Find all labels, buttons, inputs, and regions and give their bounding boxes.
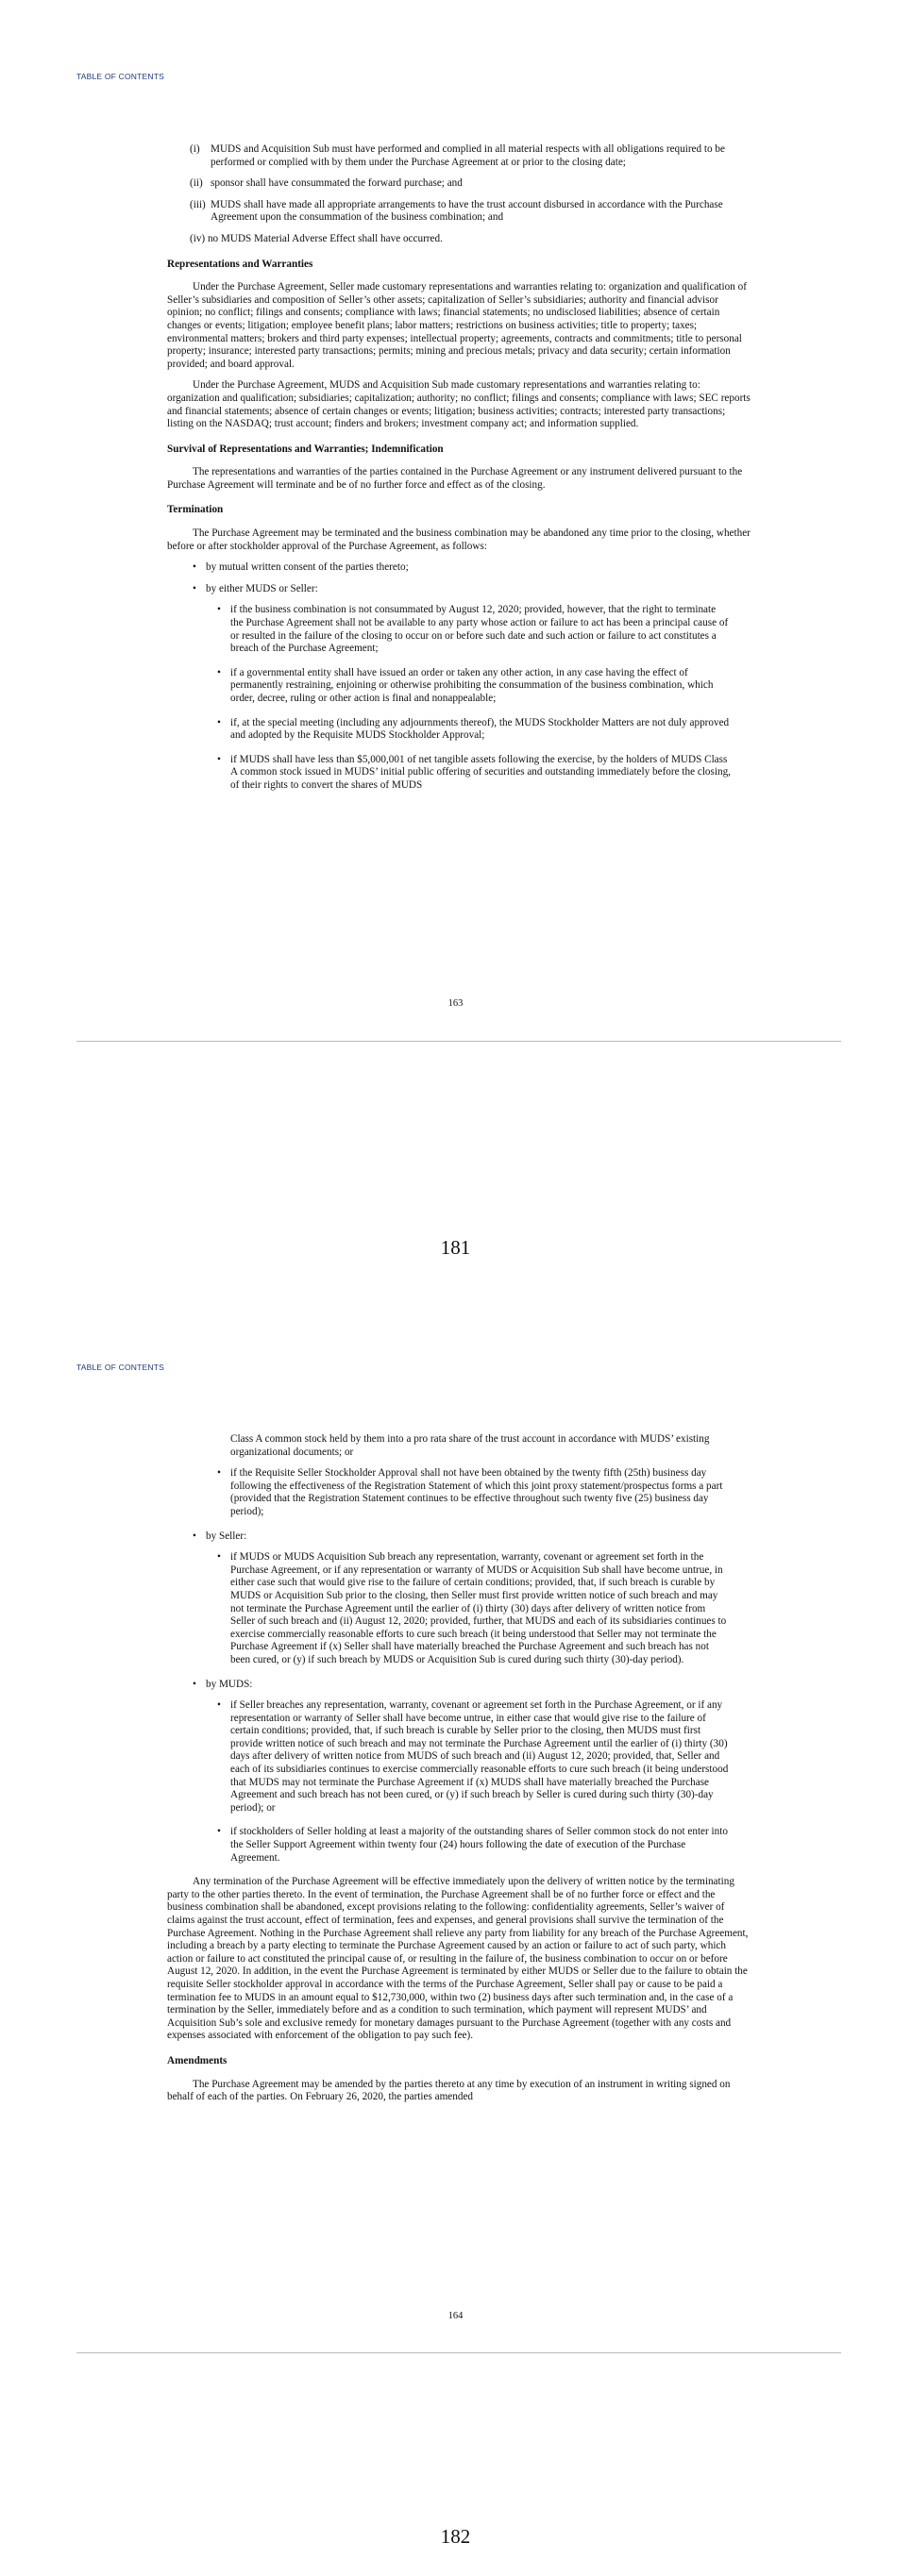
page-163-body [167, 143, 752, 804]
bullet-icon: • [193, 1530, 196, 1542]
table-of-contents-link[interactable]: TABLE OF CONTENTS [76, 1363, 164, 1372]
list-item: • if MUDS shall have less than $5,000,001 of net tangible assets following the exercise, by the holders of MUDS Class A common stock issued in MUDS’ initial public offering of securities and outstanding immediately before the closing, of their rights to convert the shares of MUDS [217, 753, 731, 791]
page-divider [76, 2352, 841, 2353]
list-item: • if MUDS or MUDS Acquisition Sub breach any representation, warranty, covenant or agreement set forth in the Purchase Agreement, or if any representation or warranty of MUDS or Acquisition Sub shall have become untrue, in either case such that would give rise to the failure of certain conditions; provided, that, if such breach is curable by MUDS or Acquisition Sub prior to the closing, then Seller must first provide written notice of such breach and may not terminate the Purchase Agreement until the earlier of (i) thirty (30) days after delivery of written notice from Seller of such breach and (ii) August 12, 2020; provided, further, that MUDS and each of its subsidiaries continues to exercise commercially reasonable efforts to cure such breach (it being understood that Seller may not terminate the Purchase Agreement if (x) Seller shall have materially breached the Purchase Agreement and such breach has not been cured, or (y) if such breach by MUDS or Acquisition Sub is cured during such thirty (30)-day period). [217, 1551, 727, 1665]
closing-condition: (ii) sponsor shall have consummated the forward purchase; and [190, 177, 463, 190]
paragraph: The representations and warranties of the parties contained in the Purchase Agreement or any instrument delivered pursuant to the Purchase Agreement will terminate and be of no further force and effect as of the closing. [167, 466, 743, 491]
closing-condition: (iv) no MUDS Material Adverse Effect shall have occurred. [190, 232, 443, 244]
table-of-contents-link[interactable]: TABLE OF CONTENTS [76, 72, 164, 81]
list-item: • if the business combination is not consummated by August 12, 2020; provided, however, that the right to terminate the Purchase Agreement shall not be available to any party whose action or failure to act has been a principal cause of or resulted in the failure of the closing to occur on or before such date and such action or failure to act constitutes a breach of the Purchase Agreement; [217, 604, 729, 655]
continued-text: Class A common stock held by them into a pro rata share of the trust account in accordance with MUDS’ existing organizational documents; or [230, 1433, 710, 1458]
paragraph: Under the Purchase Agreement, MUDS and Acquisition Sub made customary representations and warranties relating to: organization and qualification; subsidiaries; capitalization; authority; no conflict; filings and consents; compliance with laws; SEC reports and financial statements; absence of certain changes or events; litigation; business activities; contracts; interested party transactions; listing on the NASDAQ; trust account; finders and brokers; investment company act; and information supplied. [167, 379, 751, 430]
section-heading: Representations and Warranties [167, 258, 313, 270]
bullet-icon: • [193, 561, 196, 574]
bullet-icon: • [217, 1551, 221, 1564]
bullet-icon: • [217, 1467, 221, 1480]
page-divider [76, 1041, 841, 1042]
paragraph: The Purchase Agreement may be amended by the parties thereto at any time by execution of an instrument in writing signed on behalf of each of the parties. On February 26, 2020, the parties amended [167, 2078, 731, 2103]
bullet-icon: • [217, 1699, 221, 1712]
section-heading: Amendments [167, 2054, 228, 2066]
bullet-icon: • [217, 666, 221, 678]
bullet-icon: • [217, 716, 221, 728]
paragraph: Under the Purchase Agreement, Seller made customary representations and warranties relating to: organization and qualification of Seller’s subsidiaries and composition of Seller’s other assets; capitalization of Seller’s subsidiaries; authority and financial advisor opinion; no conflict; filings and consents; compliance with laws; financial statements; no undisclosed liabilities; absence of certain changes or events; litigation; employee benefit plans; labor matters; restrictions on business activities; title to property; taxes; environmental matters; brokers and third party expenses; intellectual property; agreements, contracts and commitments; title to personal property; insurance; interested party transactions; permits; mining and precious metals; privacy and data security; certain information provided; and board approval. [167, 281, 747, 370]
page-number: 164 [447, 2311, 464, 2321]
list-item: • if stockholders of Seller holding at least a majority of the outstanding shares of Seller common stock do not enter into the Seller Support Agreement within twenty four (24) hours following the date of execution of the Purchase Agreement. [217, 1826, 728, 1864]
list-item: • by Seller: [193, 1530, 247, 1542]
paragraph: Any termination of the Purchase Agreement will be effective immediately upon the delivery of written notice by the terminating party to the other parties thereto. In the event of termination, the Purchase Agreement shall be of no further force or effect and the business combination shall be abandoned, except provisions relating to the following: confidentiality agreements, Seller’s waiver of claims against the trust account, effect of termination, fees and expenses, and general provisions shall survive the termination of the Purchase Agreement. Nothing in the Purchase Agreement shall relieve any party from liability for any breach of the Purchase Agreement, including a breach by a party electing to terminate the Purchase Agreement caused by an action or failure to act of such party, which action or failure to act constituted the principal cause of, or resulting in the failure of, the business combination to occur on or before August 12, 2020. In addition, in the event the Purchase Agreement is terminated by either MUDS or Seller due to the failure to obtain the requisite Seller stockholder approval in accordance with the terms of the Purchase Agreement, Seller shall pay or cause to be paid a termination fee to MUDS in an amount equal to $12,730,000, within two (2) business days after such termination and, in the case of a termination by the Seller, immediately before and as a condition to such termination, which payment will represent MUDS’ and Acquisition Sub’s sole and exclusive remedy for monetary damages pursuant to the Purchase Agreement (together with any costs and expenses associated with enforcement of the obligation to pay such fee). [167, 1876, 749, 2042]
list-item: • by MUDS: [193, 1678, 253, 1690]
list-item: • if the Requisite Seller Stockholder Approval shall not have been obtained by the twenty fifth (25th) business day following the effectiveness of the Registration Statement of which this joint proxy statement/prospectus forms a part (provided that the Registration Statement continues to be effective throughout such twenty five (25) business day period); [217, 1467, 723, 1517]
paragraph: The Purchase Agreement may be terminated and the business combination may be abandoned any time prior to the closing, whether before or after stockholder approval of the Purchase Agreement, as follows: [167, 527, 751, 552]
section-heading: Termination [167, 504, 224, 516]
list-item: • if a governmental entity shall have issued an order or taken any other action, in any case having the effect of permanently restraining, enjoining or otherwise prohibiting the consummation of the business combination, which order, decree, ruling or other action is final and nonappealable; [217, 666, 714, 704]
section-heading: Survival of Representations and Warranties; Indemnification [167, 443, 444, 455]
bullet-icon: • [193, 582, 196, 594]
bullet-icon: • [217, 753, 221, 765]
page-number: 163 [447, 998, 464, 1009]
list-item: • if, at the special meeting (including any adjournments thereof), the MUDS Stockholder Matters are not duly approved and adopted by the Requisite MUDS Stockholder Approval; [217, 716, 730, 742]
closing-condition: (i) MUDS and Acquisition Sub must have performed and complied in all material respects with all obligations required to be performed or complied with by them under the Purchase Agreement at or prior to the closing date; [190, 143, 725, 168]
closing-condition: (iii) MUDS shall have made all appropriate arrangements to have the trust account disbursed in accordance with the Purchase Agreement upon the consummation of the business combination; and [190, 198, 723, 224]
bullet-icon: • [217, 1826, 221, 1838]
bullet-icon: • [217, 604, 221, 616]
list-item: • by either MUDS or Seller: [193, 582, 318, 594]
page-164-body [167, 1433, 752, 2113]
list-item: • by mutual written consent of the parties thereto; [193, 561, 409, 574]
sequence-number: 181 [440, 1236, 471, 1259]
bullet-icon: • [193, 1678, 196, 1690]
list-item: • if Seller breaches any representation, warranty, covenant or agreement set forth in the Purchase Agreement, or if any representation or warranty of Seller shall have become untrue, in either case that would give rise to the failure of certain conditions; provided, that, if such breach is curable by Seller prior to the closing, then MUDS must first provide written notice of such breach and may not terminate the Purchase Agreement until the earlier of (i) thirty (30) days after delivery of written notice from MUDS of such breach and (ii) August 12, 2020; provided, that, Seller and each of its subsidiaries continues to exercise commercially reasonable efforts to cure such breach (it being understood that MUDS may not terminate the Purchase Agreement if (x) MUDS shall have materially breached the Purchase Agreement and such breach has not been cured, or (y) if such breach by Seller is cured during such thirty (30)-day period); or [217, 1699, 729, 1814]
sequence-number: 182 [440, 2525, 471, 2548]
